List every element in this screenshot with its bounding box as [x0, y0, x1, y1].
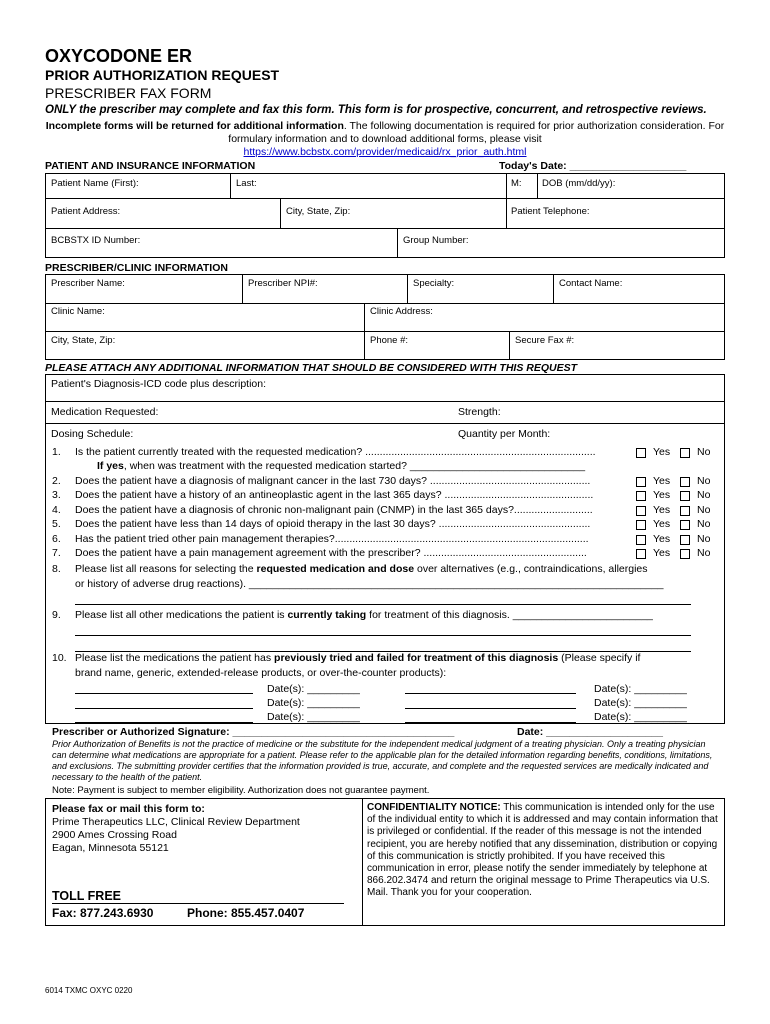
q10-dates-2[interactable]: Date(s): _________ [267, 697, 360, 709]
question-number: 1. [52, 446, 61, 458]
secure-fax-field[interactable]: Secure Fax #: [515, 335, 575, 346]
q8-text-post: over alternatives (e.g., contraindications, allergies [414, 563, 648, 575]
q8-text-pre: Please list all reasons for selecting the [75, 563, 257, 575]
fax-mail-line-2: 2900 Ames Crossing Road [52, 829, 177, 841]
q9-text-bold: currently taking [287, 609, 367, 621]
q9-number: 9. [52, 609, 61, 621]
no-checkbox[interactable] [680, 506, 690, 516]
confidentiality-notice [367, 802, 719, 900]
question-number: 2. [52, 475, 61, 487]
yes-label: Yes [653, 533, 671, 545]
q8-answer-line-2[interactable] [75, 604, 691, 605]
specialty-field[interactable]: Specialty: [413, 278, 455, 289]
no-checkbox[interactable] [680, 535, 690, 545]
q9-answer-line-2[interactable] [75, 635, 691, 636]
yes-label: Yes [653, 504, 671, 516]
patient-first-name-field[interactable]: Patient Name (First): [51, 178, 139, 189]
prescriber-section-heading: PRESCRIBER/CLINIC INFORMATION [45, 262, 228, 274]
form-code: 6014 TXMC OXYC 0220 [45, 986, 133, 995]
patient-telephone-field[interactable]: Patient Telephone: [511, 206, 590, 217]
no-label: No [697, 446, 711, 458]
question-number: 6. [52, 533, 61, 545]
form-title: OXYCODONE ER [45, 46, 193, 66]
dosing-schedule-field[interactable]: Dosing Schedule: [51, 428, 134, 440]
no-checkbox[interactable] [680, 491, 690, 501]
prescriber-only-notice: ONLY the prescriber may complete and fax this form. This form is for prospective, concurrent, and retrospective reviews. [45, 104, 707, 116]
q10-text [75, 652, 640, 664]
payment-note: Note: Payment is subject to member eligibility. Authorization does not guarantee payment. [52, 785, 430, 796]
incomplete-notice [45, 120, 725, 159]
no-label: No [697, 518, 711, 530]
yes-label: Yes [653, 446, 671, 458]
question-text: Does the patient have a pain management agreement with the prescriber? ........................................................ [75, 547, 587, 559]
form-subtitle: PRIOR AUTHORIZATION REQUEST [45, 67, 280, 83]
patient-info-box [45, 173, 725, 258]
patient-address-field[interactable]: Patient Address: [51, 206, 121, 217]
q9-text[interactable] [75, 609, 653, 621]
yes-checkbox[interactable] [636, 448, 646, 458]
question-number: 5. [52, 518, 61, 530]
patient-dob-field[interactable]: DOB (mm/dd/yy): [542, 178, 616, 189]
question-text: Does the patient have a diagnosis of malignant cancer in the last 730 days? ....................................................... [75, 475, 591, 487]
q10-med-line-3[interactable] [75, 722, 253, 723]
q10-text-bold: previously tried and failed for treatment of this diagnosis [274, 652, 559, 664]
yes-label: Yes [653, 475, 671, 487]
question-text: Is the patient currently treated with the requested medication? ............................................................................... [75, 446, 596, 458]
prescriber-info-box [45, 274, 725, 360]
phone-number: Phone: 855.457.0407 [187, 906, 305, 920]
no-label: No [697, 489, 711, 501]
question-number: 7. [52, 547, 61, 559]
confidentiality-text: This communication is intended only for the use of the individual entity to which it is addressed and may contain information that is privileged or confidential. If the reader of this message is not the intended recipient, you are hereby notified that any dissemination, distribution or copying of this communication is strictly prohibited. If you have received this communication in error, please notify the sender immediately by telephone at 866.202.3474 and return the original message to Prime Therapeutics via U.S. Mail. Thank you for your cooperation. [367, 802, 718, 899]
clinic-name-field[interactable]: Clinic Name: [51, 306, 105, 317]
q10-dates-3[interactable]: Date(s): _________ [267, 711, 360, 723]
yes-label: Yes [653, 547, 671, 559]
patient-section-heading: PATIENT AND INSURANCE INFORMATION [45, 160, 256, 172]
q10-med-line-1[interactable] [75, 693, 253, 694]
q10-dates-1[interactable]: Date(s): _________ [267, 683, 360, 695]
no-label: No [697, 475, 711, 487]
diagnosis-field[interactable]: Patient's Diagnosis-ICD code plus description: [51, 378, 267, 390]
strength-field[interactable]: Strength: [458, 406, 501, 418]
no-label: No [697, 504, 711, 516]
yes-checkbox[interactable] [636, 506, 646, 516]
prescriber-name-field[interactable]: Prescriber Name: [51, 278, 125, 289]
clinic-address-field[interactable]: Clinic Address: [370, 306, 433, 317]
question-text: Does the patient have a history of an antineoplastic agent in the last 365 days? ................................................... [75, 489, 594, 501]
yes-checkbox[interactable] [636, 549, 646, 559]
q10-number: 10. [52, 652, 67, 664]
yes-checkbox[interactable] [636, 491, 646, 501]
q10-dates-5[interactable]: Date(s): _________ [594, 697, 687, 709]
prescriber-npi-field[interactable]: Prescriber NPI#: [248, 278, 318, 289]
q8-text-bold: requested medication and dose [256, 563, 415, 575]
q1-followup[interactable] [97, 460, 585, 472]
yes-checkbox[interactable] [636, 477, 646, 487]
q9-text-pre: Please list all other medications the patient is [75, 609, 288, 621]
q10-med-line-2[interactable] [75, 708, 253, 709]
question-number: 4. [52, 504, 61, 516]
fax-number: Fax: 877.243.6930 [52, 906, 154, 920]
medication-requested-field[interactable]: Medication Requested: [51, 406, 159, 418]
no-checkbox[interactable] [680, 448, 690, 458]
q10-dates-4[interactable]: Date(s): _________ [594, 683, 687, 695]
no-checkbox[interactable] [680, 520, 690, 530]
question-number: 3. [52, 489, 61, 501]
clinic-phone-field[interactable]: Phone #: [370, 335, 409, 346]
fax-mail-heading: Please fax or mail this form to: [52, 803, 205, 815]
question-text: Does the patient have less than 14 days of opioid therapy in the last 30 days? .................................................... [75, 518, 591, 530]
authorization-disclaimer: Prior Authorization of Benefits is not the practice of medicine or the substitute for the independent medical judgment of a treating physician. Only a treating physician can determine what medications are appropriate for a patient. Please refer to the applicable plan for the detailed information regarding benefits, conditions, limitations, and exclusions. The submitting provider certifies that the information provided is true, accurate, and complete and the requested services are medically indicated and necessary to the health of the patient. [52, 739, 713, 782]
question-text: Does the patient have a diagnosis of chronic non-malignant pain (CNMP) in the last 365 days?........................... [75, 504, 593, 516]
q10-text-pre: Please list the medications the patient has [75, 652, 275, 664]
no-label: No [697, 547, 711, 559]
patient-last-name-field[interactable]: Last: [236, 178, 257, 189]
clinic-city-field[interactable]: City, State, Zip: [51, 335, 116, 346]
no-checkbox[interactable] [680, 549, 690, 559]
yes-checkbox[interactable] [636, 520, 646, 530]
q10-dates-6[interactable]: Date(s): _________ [594, 711, 687, 723]
q8-answer-line[interactable]: or history of adverse drug reactions). _______________________________________________________________________ [75, 578, 664, 590]
patient-middle-initial-field[interactable]: M: [511, 178, 522, 189]
q1-followup-text: , when was treatment with the requested medication started? ______________________________ [123, 460, 586, 472]
q1-followup-bold: If yes [97, 460, 124, 472]
q10-med-line-4[interactable] [405, 693, 576, 694]
group-number-field[interactable]: Group Number: [403, 235, 469, 246]
formulary-link[interactable]: https://www.bcbstx.com/provider/medicaid/rx_prior_auth.html [243, 146, 527, 158]
todays-date[interactable]: Today's Date: ____________________ [499, 160, 687, 172]
q10-text-line-2: brand name, generic, extended-release products, or over-the-counter products): [75, 667, 447, 679]
no-label: No [697, 533, 711, 545]
fax-mail-line-1: Prime Therapeutics LLC, Clinical Review Department [52, 816, 300, 828]
signature-date-field[interactable]: Date: ____________________ [517, 726, 663, 738]
incomplete-notice-bold: Incomplete forms will be returned for additional information [45, 120, 344, 132]
fax-mail-line-3: Eagan, Minnesota 55121 [52, 842, 169, 854]
q8-text [75, 563, 648, 575]
yes-label: Yes [653, 489, 671, 501]
yes-checkbox[interactable] [636, 535, 646, 545]
bcbstx-id-field[interactable]: BCBSTX ID Number: [51, 235, 141, 246]
additional-info-heading: PLEASE ATTACH ANY ADDITIONAL INFORMATION THAT SHOULD BE CONSIDERED WITH THIS REQUEST [45, 362, 577, 374]
form-subtitle-2: PRESCRIBER FAX FORM [45, 85, 212, 101]
q10-med-line-5[interactable] [405, 708, 576, 709]
q8-number: 8. [52, 563, 61, 575]
no-checkbox[interactable] [680, 477, 690, 487]
signature-field[interactable]: Prescriber or Authorized Signature: ______________________________________ [52, 726, 455, 738]
toll-free-label: TOLL FREE [52, 889, 121, 903]
question-text: Has the patient tried other pain management therapies?....................................................................................... [75, 533, 589, 545]
confidentiality-heading: CONFIDENTIALITY NOTICE: [367, 802, 501, 813]
incomplete-notice-text: . The following documentation is required for prior authorization consideration. For formulary information and to download additional forms, please visit [228, 120, 725, 145]
contact-name-field[interactable]: Contact Name: [559, 278, 623, 289]
q9-text-post: for treatment of this diagnosis. ________________________ [366, 609, 653, 621]
q10-text-post: (Please specify if [558, 652, 641, 664]
q10-med-line-6[interactable] [405, 722, 576, 723]
patient-city-field[interactable]: City, State, Zip: [286, 206, 351, 217]
yes-label: Yes [653, 518, 671, 530]
quantity-per-month-field[interactable]: Quantity per Month: [458, 428, 551, 440]
